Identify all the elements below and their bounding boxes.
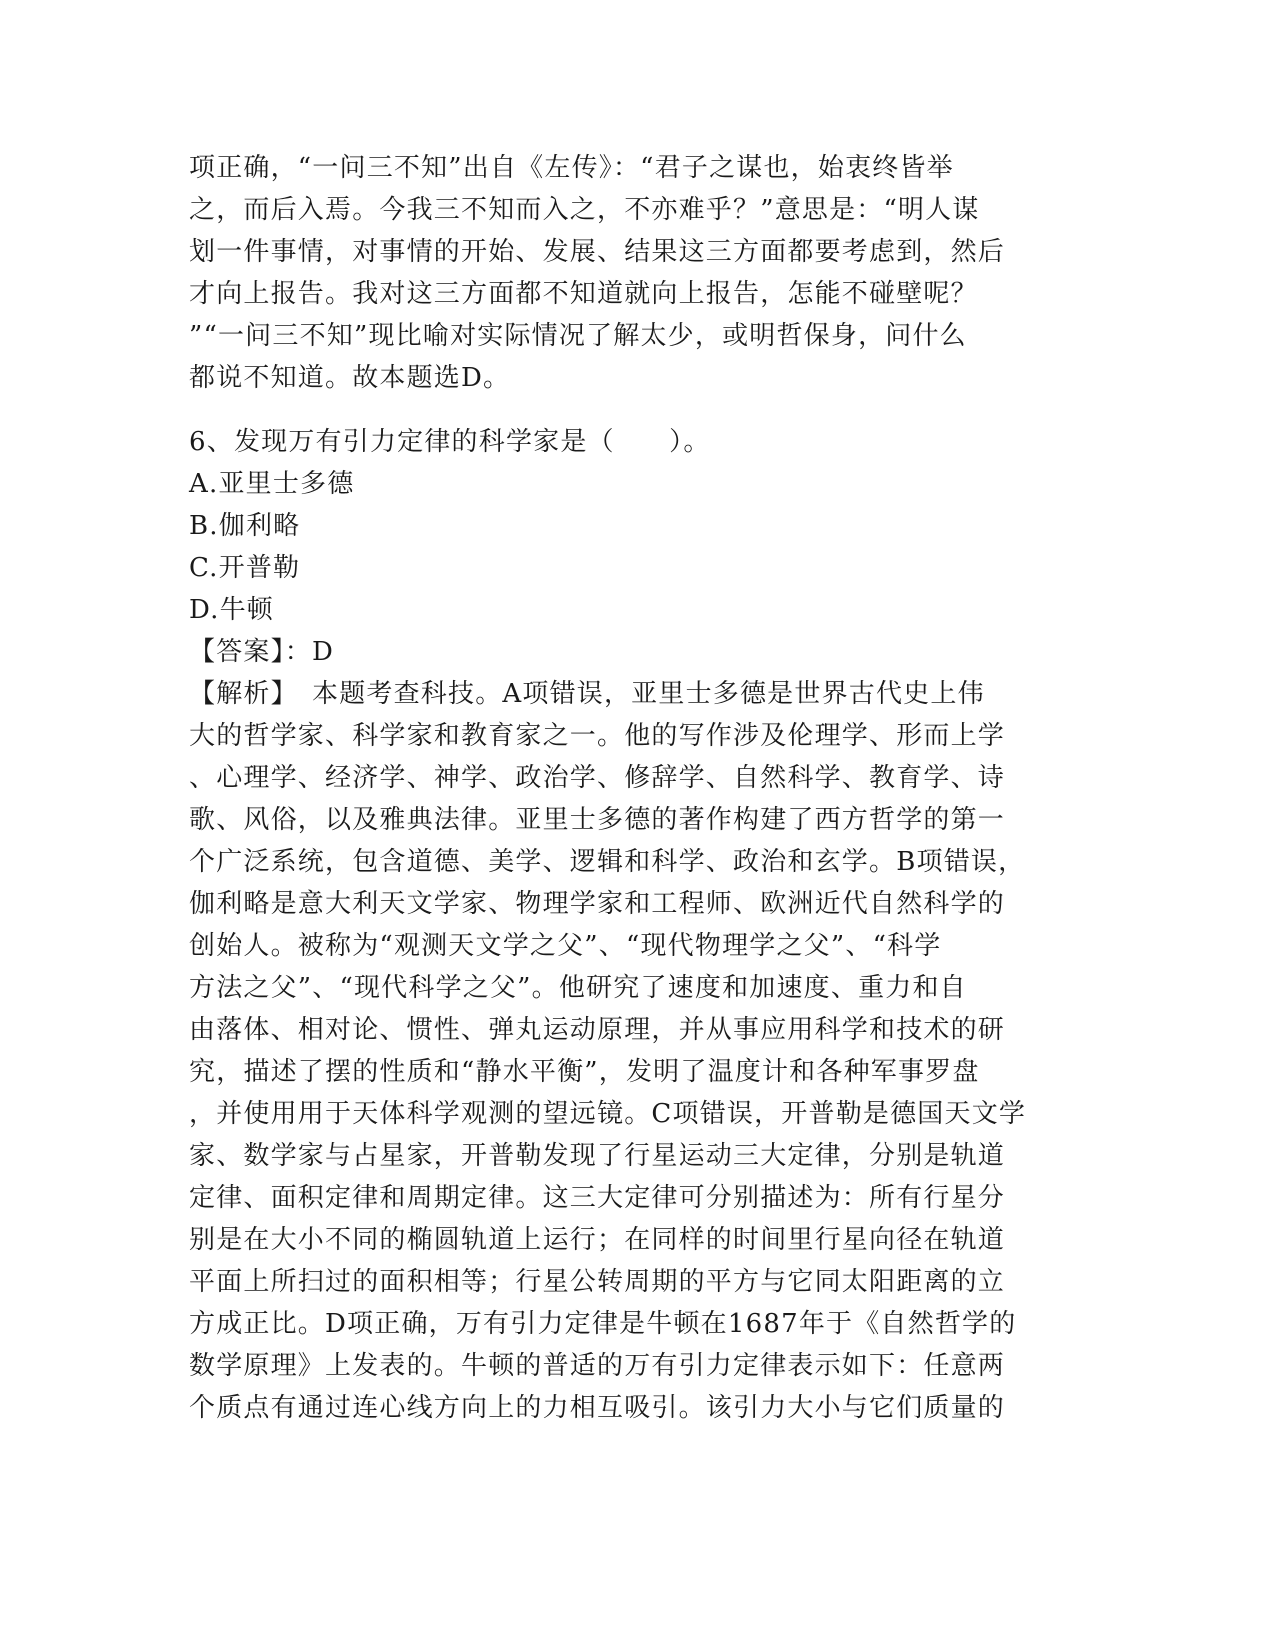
option-d: D.牛顿 <box>189 595 274 625</box>
analysis-line: 由落体、相对论、惯性、弹丸运动原理，并从事应用科学和技术的研 <box>189 1015 1006 1045</box>
analysis-line: 、心理学、经济学、神学、政治学、修辞学、自然科学、教育学、诗 <box>189 763 1006 793</box>
option-b: B.伽利略 <box>189 511 301 541</box>
analysis-line: 平面上所扫过的面积相等；行星公转周期的平方与它同太阳距离的立 <box>189 1267 1006 1297</box>
analysis-line: 个质点有通过连心线方向上的力相互吸引。该引力大小与它们质量的 <box>189 1393 1006 1423</box>
continuation-line: ”“一问三不知”现比喻对实际情况了解太少，或明哲保身，问什么 <box>189 321 967 351</box>
analysis-line: 定律、面积定律和周期定律。这三大定律可分别描述为：所有行星分 <box>189 1183 1006 1213</box>
analysis-line: 歌、风俗，以及雅典法律。亚里士多德的著作构建了西方哲学的第一 <box>189 805 1006 835</box>
analysis-line: 【解析】 本题考查科技。A项错误，亚里士多德是世界古代史上伟 <box>189 679 985 709</box>
analysis-line: 伽利略是意大利天文学家、物理学家和工程师、欧洲近代自然科学的 <box>189 889 1006 919</box>
continuation-line: 才向上报告。我对这三方面都不知道就向上报告，怎能不碰壁呢？ <box>189 279 978 309</box>
analysis-line: 数学原理》上发表的。牛顿的普适的万有引力定律表示如下：任意两 <box>189 1351 1006 1381</box>
continuation-line: 划一件事情，对事情的开始、发展、结果这三方面都要考虑到，然后 <box>189 237 1006 267</box>
answer-line: 【答案】：D <box>189 637 335 667</box>
analysis-line: 方法之父”、“现代科学之父”。他研究了速度和加速度、重力和自 <box>189 973 967 1003</box>
analysis-line: 别是在大小不同的椭圆轨道上运行；在同样的时间里行星向径在轨道 <box>189 1225 1006 1255</box>
option-a: A.亚里士多德 <box>189 469 355 499</box>
continuation-line: 项正确，“一问三不知”出自《左传》：“君子之谋也，始衷终皆举 <box>189 153 954 183</box>
analysis-line: ，并使用用于天体科学观测的望远镜。C项错误，开普勒是德国天文学 <box>189 1099 1027 1129</box>
analysis-line: 个广泛系统，包含道德、美学、逻辑和科学、政治和玄学。B项错误， <box>189 847 1026 877</box>
analysis-line: 大的哲学家、科学家和教育家之一。他的写作涉及伦理学、形而上学 <box>189 721 1006 751</box>
analysis-line: 家、数学家与占星家，开普勒发现了行星运动三大定律，分别是轨道 <box>189 1141 1006 1171</box>
option-c: C.开普勒 <box>189 553 301 583</box>
analysis-line: 方成正比。D项正确，万有引力定律是牛顿在1687年于《自然哲学的 <box>189 1309 1017 1339</box>
question-stem: 6、发现万有引力定律的科学家是（ ）。 <box>189 427 711 457</box>
continuation-line: 之，而后入焉。今我三不知而入之，不亦难乎？”意思是：“明人谋 <box>189 195 980 225</box>
analysis-line: 创始人。被称为“观测天文学之父”、“现代物理学之父”、“科学 <box>189 931 942 961</box>
continuation-line: 都说不知道。故本题选D。 <box>189 363 511 393</box>
analysis-line: 究，描述了摆的性质和“静水平衡”，发明了温度计和各种军事罗盘 <box>189 1057 980 1087</box>
